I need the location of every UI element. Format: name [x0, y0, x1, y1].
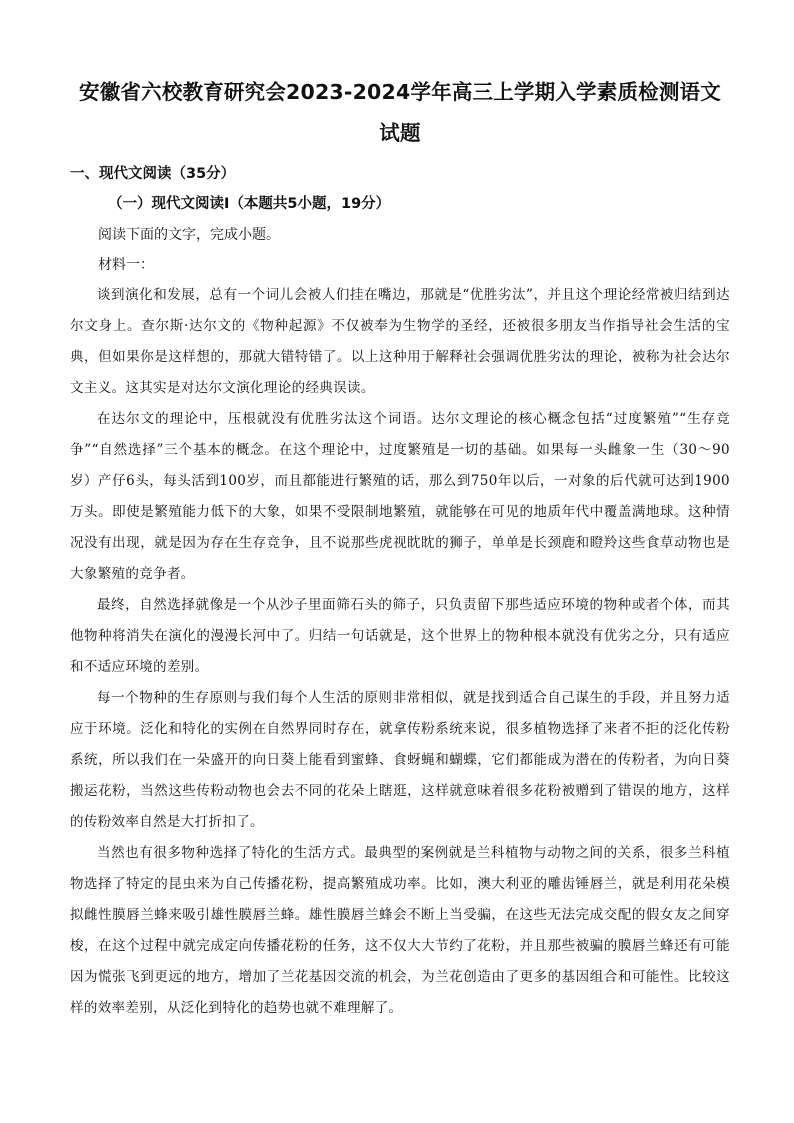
paragraph: 谈到演化和发展，总有一个词儿会被人们挂在嘴边，那就是“优胜劣汰”，并且这个理论经常被归结到达尔文身上。查尔斯·达尔文的《物种起源》不仅被奉为生物学的圣经，还被很多朋友当作指导社会生活的宝典，但如果你是这样想的，那就大错特错了。以上这种用于解释社会强调优胜劣汰的理论，被称为社会达尔文主义。这其实是对达尔文演化理论的经典误读。 [70, 287, 730, 396]
paragraph: 每一个物种的生存原则与我们每个人生活的原则非常相似，就是找到适合自己谋生的手段，并且努力适应于环境。泛化和特化的实例在自然界同时存在，就拿传粉系统来说，很多植物选择了来者不拒的泛化传粉系统，所以我们在一朵盛开的向日葵上能看到蜜蜂、食蚜蝇和蝴蝶，它们都能成为潜在的传粉者，为向日葵搬运花粉，当然这些传粉动物也会去不同的花朵上瞎逛，这样就意味着很多花粉被赠到了错误的地方，这样的传粉效率自然是大打折扣了。 [70, 690, 730, 830]
paragraph: 在达尔文的理论中，压根就没有优胜劣汰这个词语。达尔文理论的核心概念包括“过度繁殖”“生存竞争”“自然选择”三个基本的概念。在这个理论中，过度繁殖是一切的基础。如果每一头雌象一生（30～90岁）产仔6头，每头活到100岁，而且都能进行繁殖的话，那么到750年以后，一对象的后代就可达到1900万头。即使是繁殖能力低下的大象，如果不受限制地繁殖，就能够在可见的地质年代中覆盖满地球。这种情况没有出现，就是因为存在生存竞争，且不说那些虎视眈眈的狮子，单单是长颈鹿和瞪羚这些食草动物也是大象繁殖的竞争者。 [70, 411, 730, 582]
section-heading: 一、现代文阅读（35分） [70, 166, 236, 182]
material-label: 材料一： [98, 257, 154, 273]
paragraph: 最终，自然选择就像是一个从沙子里面筛石头的筛子，只负责留下那些适应环境的物种或者个体，而其他物种将消失在演化的漫漫长河中了。归结一句话就是，这个世界上的物种根本就没有优劣之分，只有适应和不适应环境的差别。 [70, 597, 730, 675]
document-title: 安徽省六校教育研究会2023-2024学年高三上学期入学素质检测语文试题 [79, 80, 721, 145]
paragraph: 当然也有很多物种选择了特化的生活方式。最典型的案例就是兰科植物与动物之间的关系，很多兰科植物选择了特定的昆虫来为自己传播花粉，提高繁殖成功率。比如，澳大利亚的雕齿锤唇兰，就是利用花朵模拟雌性膜唇兰蜂来吸引雄性膜唇兰蜂。雄性膜唇兰蜂会不断上当受骗，在这些无法完成交配的假女友之间穿梭，在这个过程中就完成定向传播花粉的任务，这不仅大大节约了花粉，并且那些被骗的膜唇兰蜂还有可能因为慌张飞到更远的地方，增加了兰花基因交流的机会，为兰花创造由了更多的基因组合和可能性。比较这样的效率差别，从泛化到特化的趋势也就不难理解了。 [70, 845, 730, 1016]
instruction-text: 阅读下面的文字，完成小题。 [98, 227, 280, 243]
subsection-heading: （一）现代文阅读Ⅰ（本题共5小题，19分） [108, 196, 391, 212]
